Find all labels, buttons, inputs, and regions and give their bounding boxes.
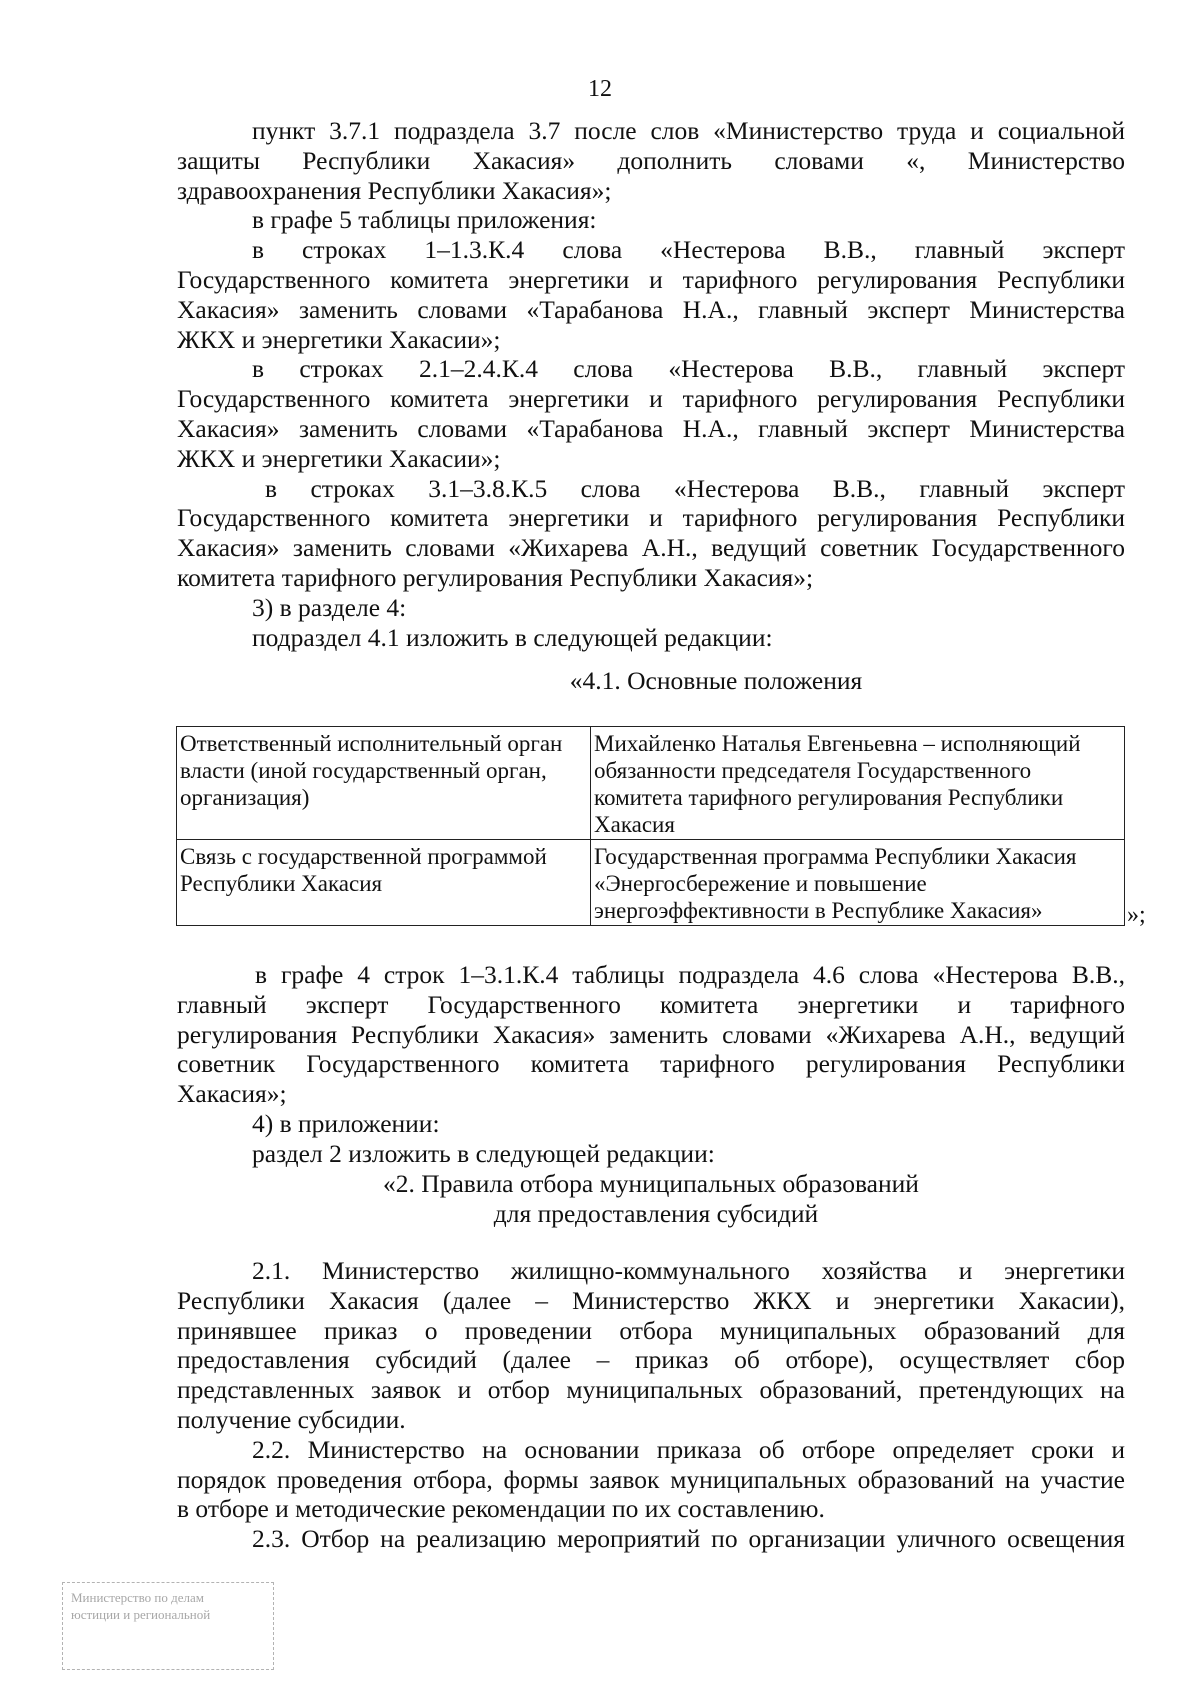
text-line: подраздел 4.1 изложить в следующей редакции: [252, 622, 773, 652]
text-line: 2.3. Отбор на реализацию мероприятий по организации уличного освещения [252, 1524, 1125, 1554]
section2-title-line: для предоставления субсидий [493, 1198, 819, 1228]
section2-title-line: «2. Правила отбора муниципальных образований [383, 1169, 919, 1198]
text-line: раздел 2 изложить в следующей редакции: [252, 1138, 715, 1168]
table-row [177, 840, 1125, 926]
section2-title [177, 1169, 1125, 1229]
text-line: Хакасия» заменить словами «Тарабанова Н.А., главный эксперт Министерства [177, 413, 1125, 443]
text-line: Республики Хакасия (далее – Министерство ЖКХ и энергетики Хакасии), [177, 1285, 1125, 1315]
section-title [177, 666, 1125, 696]
text-line: Государственного комитета энергетики и тарифного регулирования Республики [177, 503, 1125, 533]
text-line: в строках 3.1–3.8.К.5 слова «Нестерова В.В., главный эксперт [265, 473, 1125, 503]
text-line: Хакасия» заменить словами «Жихарева А.Н., ведущий советник Государственного [177, 533, 1125, 563]
text-line: пункт 3.7.1 подраздела 3.7 после слов «Министерство труда и социальной [252, 116, 1125, 145]
text-line: принявшее приказ о проведении отбора муниципальных образований для [177, 1315, 1125, 1345]
text-line: в отборе и методические рекомендации по их составлению. [177, 1494, 825, 1524]
table-closing-quote: »; [1127, 902, 1146, 928]
text-line: Хакасия»; [177, 1079, 287, 1109]
table-cell-value: Государственная программа Республики Хакасия «Энергосбережение и повышение энергоэффективности в Республике Хакасия» [591, 840, 1125, 926]
stamp-line: юстиции и региональной [71, 1607, 211, 1622]
table-cell-label: Ответственный исполнительный орган власти (иной государственный орган, организация) [177, 727, 591, 840]
table-row [177, 727, 1125, 840]
stamp-line: Министерство по делам [71, 1590, 204, 1605]
text-line: советник Государственного комитета тарифного регулирования Республики [177, 1049, 1125, 1079]
page-number: 12 [588, 76, 612, 102]
text-line: Государственного комитета энергетики и тарифного регулирования Республики [177, 264, 1125, 294]
text-line: защиты Республики Хакасия» дополнить словами «, Министерство [177, 145, 1125, 175]
text-line: главный эксперт Государственного комитета энергетики и тарифного [177, 989, 1125, 1019]
text-line: 3) в разделе 4: [252, 592, 407, 622]
body-text-block-3 [177, 1256, 1125, 1554]
text-line: в строках 1–1.3.К.4 слова «Нестерова В.В., главный эксперт [252, 235, 1125, 265]
text-line: ЖКХ и энергетики Хакасии»; [177, 324, 501, 354]
body-text-block-2 [177, 960, 1125, 1169]
text-line: комитета тарифного регулирования Республики Хакасия»; [177, 562, 814, 592]
text-line: Государственного комитета энергетики и тарифного регулирования Республики [177, 384, 1125, 414]
text-line: 4) в приложении: [252, 1108, 440, 1138]
text-line: в графе 5 таблицы приложения: [252, 205, 597, 235]
text-line: 2.1. Министерство жилищно-коммунального хозяйства и энергетики [252, 1256, 1125, 1285]
text-line: Хакасия» заменить словами «Тарабанова Н.А., главный эксперт Министерства [177, 294, 1125, 324]
text-line: в строках 2.1–2.4.К.4 слова «Нестерова В.В., главный эксперт [252, 354, 1125, 384]
text-line: в графе 4 строк 1–3.1.К.4 таблицы подраздела 4.6 слова «Нестерова В.В., [255, 960, 1125, 989]
body-text-block-1 [177, 116, 1125, 652]
text-line: порядок проведения отбора, формы заявок муниципальных образований на участие [177, 1464, 1125, 1494]
registration-stamp [62, 1582, 274, 1670]
text-line: представленных заявок и отбор муниципальных образований, претендующих на [177, 1375, 1125, 1405]
table-cell-label: Связь с государственной программой Республики Хакасия [177, 840, 591, 926]
table-cell-value: Михайленко Наталья Евгеньевна – исполняющий обязанности председателя Государственного комитета тарифного регулирования Республики Хакасия [591, 727, 1125, 840]
text-line: регулирования Республики Хакасия» заменить словами «Жихарева А.Н., ведущий [177, 1019, 1125, 1049]
text-line: ЖКХ и энергетики Хакасии»; [177, 443, 501, 473]
section-title-text: «4.1. Основные положения [569, 666, 863, 695]
text-line: 2.2. Министерство на основании приказа об отборе определяет сроки и [252, 1434, 1125, 1464]
text-line: здравоохранения Республики Хакасия»; [177, 175, 612, 205]
text-line: предоставления субсидий (далее – приказ об отборе), осуществляет сбор [177, 1345, 1125, 1375]
info-table [176, 726, 1125, 926]
text-line: получение субсидии. [177, 1404, 406, 1434]
